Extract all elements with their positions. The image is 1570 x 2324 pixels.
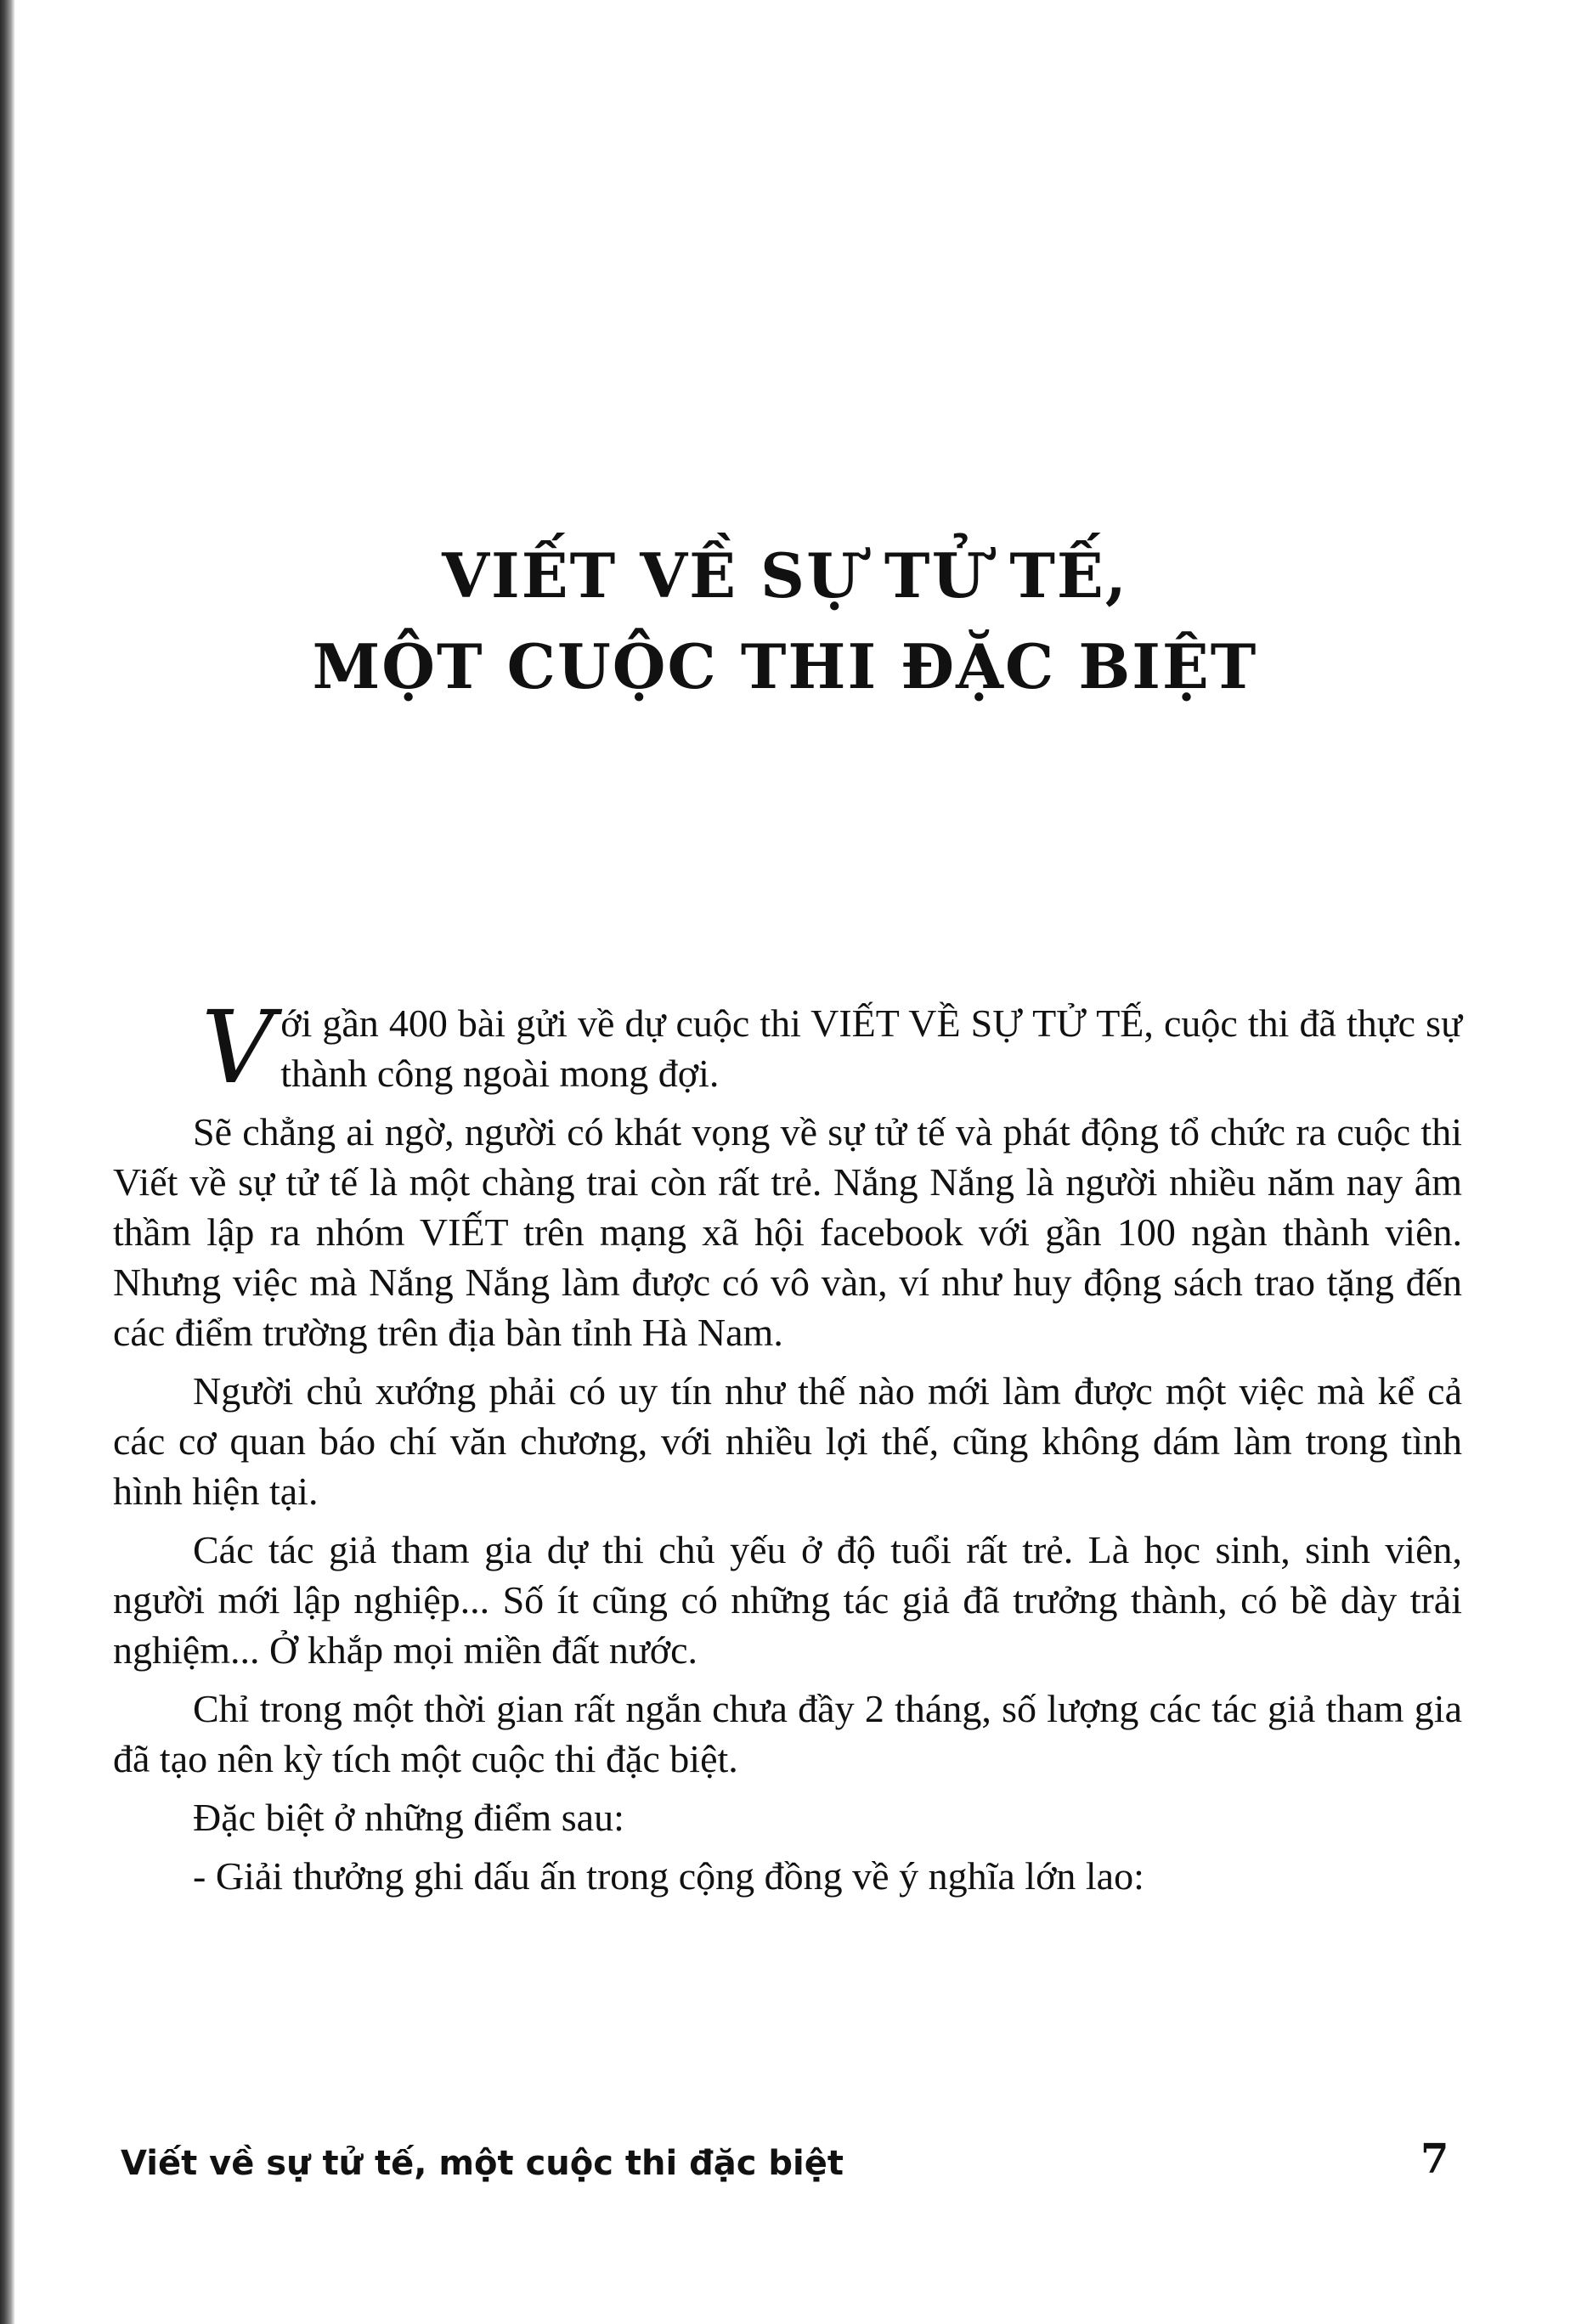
paragraph-5: Chỉ trong một thời gian rất ngắn chưa đầy 2 tháng, số lượng các tác giả tham gia đã tạo nên kỳ tích một cuộc thi đặc biệt. bbox=[113, 1687, 1462, 1780]
chapter-title-line-2: MỘT CUỘC THI ĐẶC BIỆT bbox=[312, 630, 1258, 702]
paragraph-6: Đặc biệt ở những điểm sau: bbox=[193, 1796, 624, 1839]
binding-shadow bbox=[0, 0, 15, 2324]
paragraph-2: Sẽ chẳng ai ngờ, người có khát vọng về sự tử tế và phát động tổ chức ra cuộc thi Viết về sự tử tế là một chàng trai còn rất trẻ. Nắng Nắng là người nhiều năm nay âm thầm lập ra nhóm VIẾT trên mạng xã hội facebook với gần 100 ngàn thành viên. Nhưng việc mà Nắng Nắng làm được có vô vàn, ví như huy động sách trao tặng đến các điểm trường trên địa bàn tỉnh Hà Nam. bbox=[113, 1110, 1462, 1354]
page-number: 7 bbox=[1420, 2135, 1449, 2183]
body-text bbox=[113, 989, 1462, 1909]
paragraph-3: Người chủ xướng phải có uy tín như thế nào mới làm được một việc mà kể cả các cơ quan báo chí văn chương, với nhiều lợi thế, cũng không dám làm trong tình hình hiện tại. bbox=[113, 1369, 1462, 1513]
drop-cap: V bbox=[201, 989, 274, 1106]
running-footer-title: Viết về sự tử tế, một cuộc thi đặc biệt bbox=[121, 2144, 844, 2183]
paragraph-4: Các tác giả tham gia dự thi chủ yếu ở độ tuổi rất trẻ. Là học sinh, sinh viên, người mới lập nghiệp... Số ít cũng có những tác giả đã trưởng thành, có bề dày trải nghiệm... Ở khắp mọi miền đất nước. bbox=[113, 1528, 1462, 1672]
chapter-title-line-1: VIẾT VỀ SỰ TỬ TẾ, bbox=[442, 539, 1128, 612]
paragraph-7: - Giải thưởng ghi dấu ấn trong cộng đồng về ý nghĩa lớn lao: bbox=[193, 1854, 1144, 1898]
paragraph-1 bbox=[113, 989, 1462, 1106]
paragraph-1-text: ới gần 400 bài gửi về dự cuộc thi VIẾT VỀ SỰ TỬ TẾ, cuộc thi đã thực sự thành công ngoài mong đợi. bbox=[280, 1001, 1462, 1095]
